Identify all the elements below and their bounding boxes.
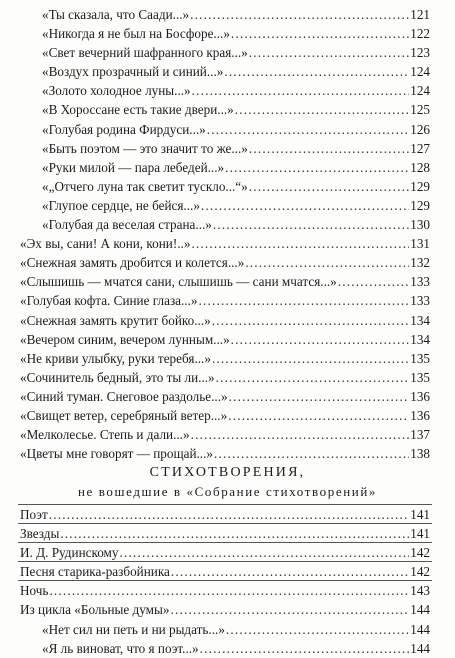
toc-list-uncollected [20, 505, 430, 658]
toc-entry-page: 127 [410, 140, 430, 156]
toc-entry-title: «Синий туман. Снеговое раздолье...» [20, 388, 228, 404]
toc-entry-page: 135 [410, 369, 430, 385]
toc-leader-dots [190, 5, 409, 24]
toc-entry-page: 124 [410, 64, 430, 80]
toc-entry-title: «В Хороссане есть такие двери...» [42, 102, 234, 118]
toc-entry-title: Песня старика-разбойника [20, 564, 170, 580]
toc-entry [20, 600, 430, 619]
toc-entry-title: «Слышишь — мчатся сани, слышишь — сани мчатся...» [20, 274, 337, 290]
toc-leader-dots [192, 81, 410, 100]
toc-entry-page: 134 [410, 331, 430, 347]
toc-leader-dots [120, 543, 410, 562]
toc-entry-page: 144 [410, 640, 430, 656]
toc-entry-page: 133 [410, 293, 430, 309]
toc-list-main [20, 5, 430, 463]
toc-leader-dots [245, 253, 409, 272]
toc-leader-dots [228, 406, 409, 425]
toc-leader-dots [171, 562, 409, 581]
toc-entry-title: «Воздух прозрачный и синий...» [42, 64, 224, 80]
toc-entry-page: 142 [410, 545, 430, 561]
toc-entry-page: 135 [410, 350, 430, 366]
toc-entry-title: И. Д. Рудинскому [20, 545, 119, 561]
toc-leader-dots [235, 100, 409, 119]
toc-entry-title: «Голубая да веселая страна...» [42, 217, 212, 233]
toc-entry [20, 177, 430, 196]
toc-leader-dots [216, 368, 410, 387]
toc-entry-page: 134 [410, 312, 430, 328]
toc-entry [20, 368, 430, 387]
toc-entry-page: 128 [410, 159, 430, 175]
toc-entry-page: 136 [410, 388, 430, 404]
toc-entry-title: «„Отчего луна так светит тускло...“» [42, 178, 248, 194]
toc-leader-dots [212, 311, 410, 330]
toc-entry-title: «Не криви улыбку, руки теребя...» [20, 350, 211, 366]
toc-leader-dots [49, 581, 409, 600]
toc-entry [20, 349, 430, 368]
toc-entry-page: 126 [410, 121, 430, 137]
toc-entry-title: Из цикла «Больные думы» [20, 602, 170, 618]
toc-entry-page: 142 [410, 564, 430, 580]
toc-entry-title: Звезды [20, 526, 60, 542]
toc-leader-dots [225, 158, 409, 177]
toc-leader-dots [249, 139, 409, 158]
toc-leader-dots [191, 234, 409, 253]
toc-entry [20, 234, 430, 253]
toc-entry-title: Поэт [20, 507, 48, 522]
toc-entry-title: «Снежная замять крутит бойко...» [20, 312, 211, 328]
toc-entry [20, 524, 430, 543]
toc-entry-title: Ночь [20, 583, 49, 599]
toc-entry [20, 62, 430, 81]
toc-entry [20, 425, 430, 444]
toc-entry [20, 291, 430, 310]
toc-leader-dots [229, 387, 410, 406]
toc-entry-title: «Голубая родина Фирдуси...» [42, 121, 206, 137]
toc-entry-page: 122 [410, 26, 430, 42]
toc-leader-dots [226, 620, 409, 639]
toc-leader-dots [213, 215, 409, 234]
toc-entry-title: «Сочинитель бедный, это ты ли...» [20, 369, 215, 385]
toc-entry-page: 121 [410, 7, 430, 22]
toc-entry [20, 5, 430, 24]
toc-entry [20, 215, 430, 234]
toc-entry-page: 141 [410, 507, 430, 522]
toc-entry [20, 505, 430, 524]
toc-leader-dots [224, 62, 409, 81]
toc-entry [20, 253, 430, 272]
toc-entry-page: 137 [410, 427, 430, 443]
toc-entry-title: «Голубая кофта. Синие глаза...» [20, 293, 198, 309]
toc-entry-page: 123 [410, 45, 430, 61]
toc-entry-page: 138 [410, 446, 430, 462]
toc-leader-dots [249, 177, 409, 196]
toc-entry [20, 100, 430, 119]
toc-entry [20, 196, 430, 215]
toc-entry-title: «Мелколесье. Степь и дали...» [20, 427, 190, 443]
toc-entry-title: «Руки милой — пара лебедей...» [42, 159, 225, 175]
toc-entry-title: «Глупое сердце, не бейся...» [42, 197, 200, 213]
section-heading: СТИХОТВОРЕНИЯ, [149, 465, 306, 480]
toc-entry [20, 620, 430, 639]
toc-entry-page: 124 [410, 83, 430, 99]
toc-entry-page: 125 [410, 102, 430, 118]
toc-entry [20, 311, 430, 330]
toc-leader-dots [191, 425, 410, 444]
toc-entry [20, 543, 430, 562]
toc-entry-title: «Я ль виноват, что я поэт...» [42, 640, 199, 656]
toc-entry [20, 24, 430, 43]
toc-entry [20, 444, 430, 463]
toc-entry-title: «Быть поэтом — это значит то же...» [42, 140, 248, 156]
toc-entry-page: 131 [410, 236, 430, 252]
toc-entry-title: «Свет вечерний шафранного края...» [42, 45, 248, 61]
toc-entry-page: 130 [410, 217, 430, 233]
toc-entry [20, 272, 430, 291]
toc-entry-title: «Никогда я не был на Босфоре...» [42, 26, 230, 42]
toc-entry [20, 139, 430, 158]
toc-entry [20, 406, 430, 425]
toc-leader-dots [201, 196, 409, 215]
toc-entry-title: «Снежная замять дробится и колется...» [20, 255, 245, 271]
toc-entry-page: 141 [410, 526, 430, 542]
toc-entry-title: «Нет сил ни петь и ни рыдать...» [42, 621, 225, 637]
toc-entry-page: 143 [410, 583, 430, 599]
toc-entry-page: 133 [410, 274, 430, 290]
toc-leader-dots [249, 43, 409, 62]
section-subheading: не вошедшие в «Собрание стихотворений» [77, 484, 378, 499]
toc-entry [20, 120, 430, 139]
toc-leader-dots [200, 639, 410, 658]
toc-entry [20, 330, 430, 349]
toc-entry-page: 144 [410, 602, 430, 618]
toc-entry-title: «Золото холодное луны...» [42, 83, 191, 99]
toc-entry [20, 81, 430, 100]
toc-entry-title: «Цветы мне говорят — прощай...» [20, 446, 213, 462]
toc-leader-dots [212, 349, 409, 368]
toc-entry [20, 639, 430, 658]
toc-entry-page: 144 [410, 621, 430, 637]
toc-entry [20, 158, 430, 177]
toc-entry-title: «Ты сказала, что Саади...» [42, 7, 190, 22]
toc-entry [20, 43, 430, 62]
toc-leader-dots [170, 600, 409, 619]
toc-entry-title: «Эх вы, сани! А кони, кони!..» [20, 236, 191, 252]
toc-leader-dots [214, 444, 409, 463]
toc-leader-dots [231, 330, 410, 349]
toc-entry [20, 387, 430, 406]
toc-entry-page: 132 [410, 255, 430, 271]
toc-leader-dots [231, 24, 409, 43]
toc-entry [20, 562, 430, 581]
toc-entry-page: 136 [410, 407, 430, 423]
toc-leader-dots [49, 505, 410, 524]
toc-leader-dots [199, 291, 410, 310]
toc-entry-title: «Свищет ветер, серебряный ветер...» [20, 407, 228, 423]
toc-entry-title: «Вечером синим, вечером лунным...» [20, 331, 230, 347]
toc-entry-page: 129 [410, 178, 430, 194]
toc-entry [20, 581, 430, 600]
toc-leader-dots [207, 120, 409, 139]
toc-leader-dots [60, 524, 409, 543]
toc-entry-page: 129 [410, 197, 430, 213]
toc-leader-dots [338, 272, 409, 291]
